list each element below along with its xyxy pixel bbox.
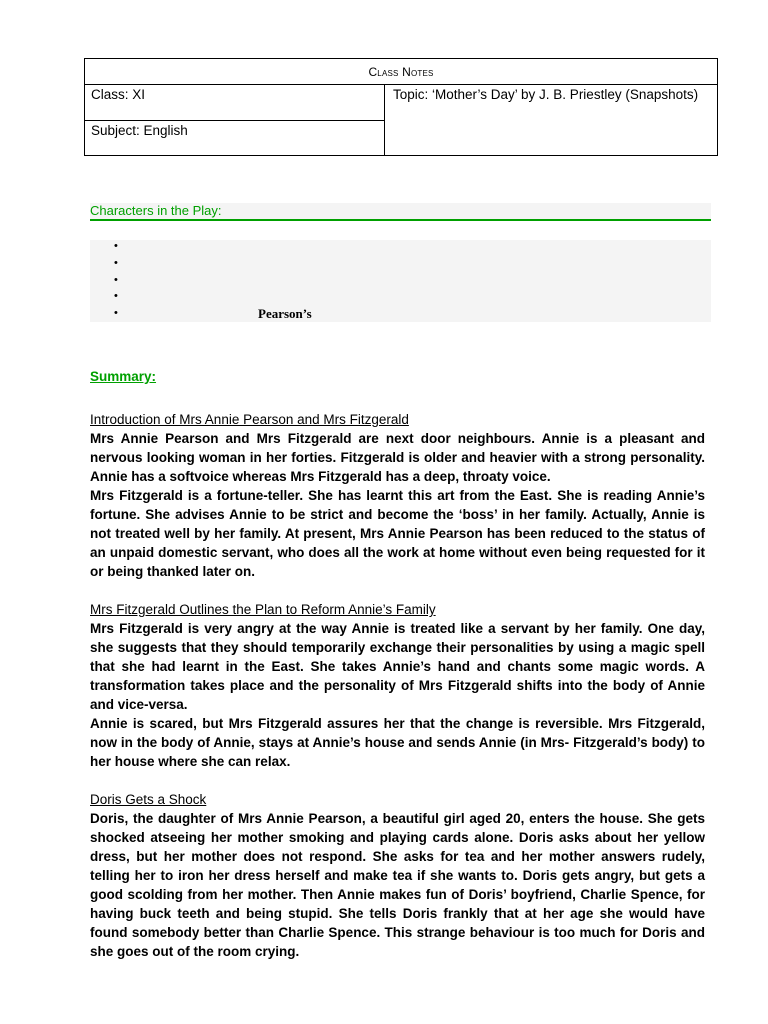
topic-cell: Topic: ‘Mother’s Day’ by J. B. Priestley (Snapshots) [393, 87, 699, 102]
subject-cell: Subject: English [91, 123, 188, 138]
character-item-pearson: Pearson’s [258, 306, 312, 321]
bullet-icon: • [114, 257, 118, 269]
bullet-icon: • [114, 290, 118, 302]
section-title: Doris Gets a Shock [90, 792, 207, 807]
paragraph: Mrs Fitzgerald is very angry at the way Annie is treated like a servant by her family. One day, she suggests that they should temporarily exchange their personalities by using a magic spell that she had learnt in the East. She takes Annie’s hand and chants some magic words. A transformation takes place and the personality of Mrs Fitzgerald shifts into the body of Annie and vice-versa. [90, 621, 705, 712]
paragraph: Mrs Fitzgerald is a fortune-teller. She has learnt this art from the East. She is reading Annie’s fortune. She advises Annie to be strict and become the ‘boss’ in her family. Actually, Annie is not treated well by her family. At present, Mrs Annie Pearson has been reduced to the status of an unpaid domestic servant, who does all the work at home without even being requested for it or being thanked later on. [90, 488, 705, 579]
summary-heading: Summary: [90, 369, 157, 384]
class-cell: Class: XI [85, 85, 384, 121]
characters-list [90, 240, 711, 322]
summary-content [90, 410, 705, 961]
header-left-column [85, 85, 385, 155]
bullet-icon: • [114, 307, 118, 319]
bullet-icon: • [114, 274, 118, 286]
paragraph: Mrs Annie Pearson and Mrs Fitzgerald are next door neighbours. Annie is a pleasant and nervous looking woman in her forties. Fitzgerald is older and heavier with a strong personality. Annie has a softvoice whereas Mrs Fitzgerald has a deep, throaty voice. [90, 431, 705, 484]
paragraph: Annie is scared, but Mrs Fitzgerald assures her that the change is reversible. Mrs Fitzgerald, now in the body of Annie, stays at Annie’s house and sends Annie (in Mrs- Fitzgerald’s body) to her house where she can relax. [90, 716, 705, 769]
section-title: Mrs Fitzgerald Outlines the Plan to Reform Annie’s Family [90, 602, 436, 617]
bullet-icon: • [114, 240, 118, 252]
characters-heading: Characters in the Play: [90, 203, 711, 221]
section-title: Introduction of Mrs Annie Pearson and Mrs Fitzgerald [90, 412, 409, 427]
paragraph: Doris, the daughter of Mrs Annie Pearson, a beautiful girl aged 20, enters the house. She gets shocked atseeing her mother smoking and playing cards alone. Doris asks about her yellow dress, but her mother does not respond. She asks for tea and her mother answers rudely, telling her to iron her dress herself and make tea if she wants to. Doris gets angry, but gets a good scolding from her mother. Then Annie makes fun of Doris’ boyfriend, Charlie Spence, for having buck teeth and being stupid. She tells Doris frankly that at her age she would have found somebody better than Charlie Spence. This strange behaviour is too much for Doris and she goes out of the room crying. [90, 811, 705, 959]
notes-title: Class Notes [85, 59, 717, 85]
header-table [84, 58, 718, 156]
